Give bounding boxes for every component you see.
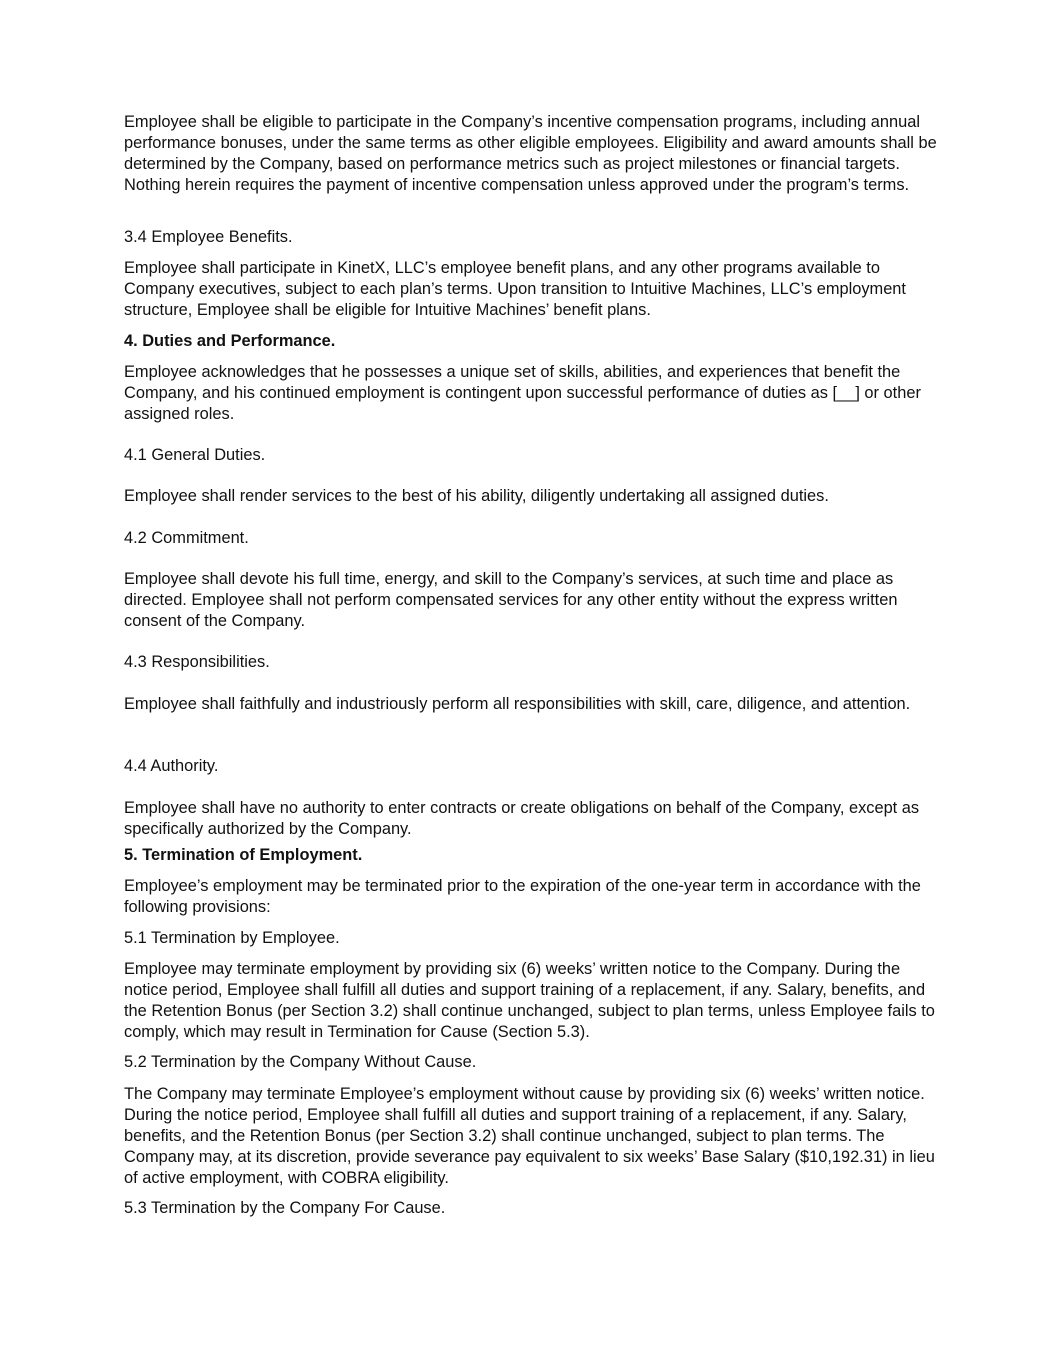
incentive-compensation-paragraph: Employee shall be eligible to participate in the Company’s incentive compensation programs, including annual performance bonuses, under the same terms as other eligible employees. Eligibility and award amounts shall be determined by the Company, based on performance metrics such as project milestones or financial targets. Nothing herein requires the payment of incentive compensation unless approved under the program’s terms. xyxy=(124,113,937,194)
section-4-3-paragraph: Employee shall faithfully and industriously perform all responsibilities with skill, care, diligence, and attention. xyxy=(124,695,911,713)
section-5-heading: 5. Termination of Employment. xyxy=(124,846,363,864)
section-5-2-paragraph: The Company may terminate Employee’s employment without cause by providing six (6) weeks’ written notice. During the notice period, Employee shall fulfill all duties and support training of a replacement, if any. Salary, benefits, and the Retention Bonus (per Section 3.2) shall continue unchanged, subject to plan terms. The Company may, at its discretion, provide severance pay equivalent to six weeks’ Base Salary ($10,192.31) in lieu of active employment, with COBRA eligibility. xyxy=(124,1085,935,1187)
section-5-1-paragraph: Employee may terminate employment by providing six (6) weeks’ written notice to the Company. During the notice period, Employee shall fulfill all duties and support training of a replacement, if any. Salary, benefits, and the Retention Bonus (per Section 3.2) shall continue unchanged, subject to plan terms, unless Employee fails to comply, which may result in Termination for Cause (Section 5.3). xyxy=(124,960,935,1041)
section-4-2-paragraph: Employee shall devote his full time, energy, and skill to the Company’s services, at such time and place as directed. Employee shall not perform compensated services for any other entity without the express written consent of the Company. xyxy=(124,570,898,630)
section-3-4-heading: 3.4 Employee Benefits. xyxy=(124,228,293,246)
section-5-1-heading: 5.1 Termination by Employee. xyxy=(124,929,340,947)
section-4-4-paragraph: Employee shall have no authority to enter contracts or create obligations on behalf of the Company, except as specifically authorized by the Company. xyxy=(124,799,920,838)
section-5-3-heading: 5.3 Termination by the Company For Cause. xyxy=(124,1199,446,1217)
section-4-2-heading: 4.2 Commitment. xyxy=(124,529,249,547)
section-4-1-heading: 4.1 General Duties. xyxy=(124,446,266,464)
section-4-paragraph: Employee acknowledges that he possesses a unique set of skills, abilities, and experiences that benefit the Company, and his continued employment is contingent upon successful performance of duties as [__] or other assigned roles. xyxy=(124,363,921,423)
section-5-paragraph: Employee’s employment may be terminated prior to the expiration of the one-year term in accordance with the following provisions: xyxy=(124,877,921,916)
section-4-1-paragraph: Employee shall render services to the best of his ability, diligently undertaking all assigned duties. xyxy=(124,487,829,505)
section-4-heading: 4. Duties and Performance. xyxy=(124,332,336,350)
section-3-4-paragraph: Employee shall participate in KinetX, LLC’s employee benefit plans, and any other programs available to Company executives, subject to each plan’s terms. Upon transition to Intuitive Machines, LLC’s employment structure, Employee shall be eligible for Intuitive Machines’ benefit plans. xyxy=(124,259,906,319)
section-5-2-heading: 5.2 Termination by the Company Without Cause. xyxy=(124,1053,477,1071)
section-4-3-heading: 4.3 Responsibilities. xyxy=(124,653,270,671)
section-4-4-heading: 4.4 Authority. xyxy=(124,757,219,775)
